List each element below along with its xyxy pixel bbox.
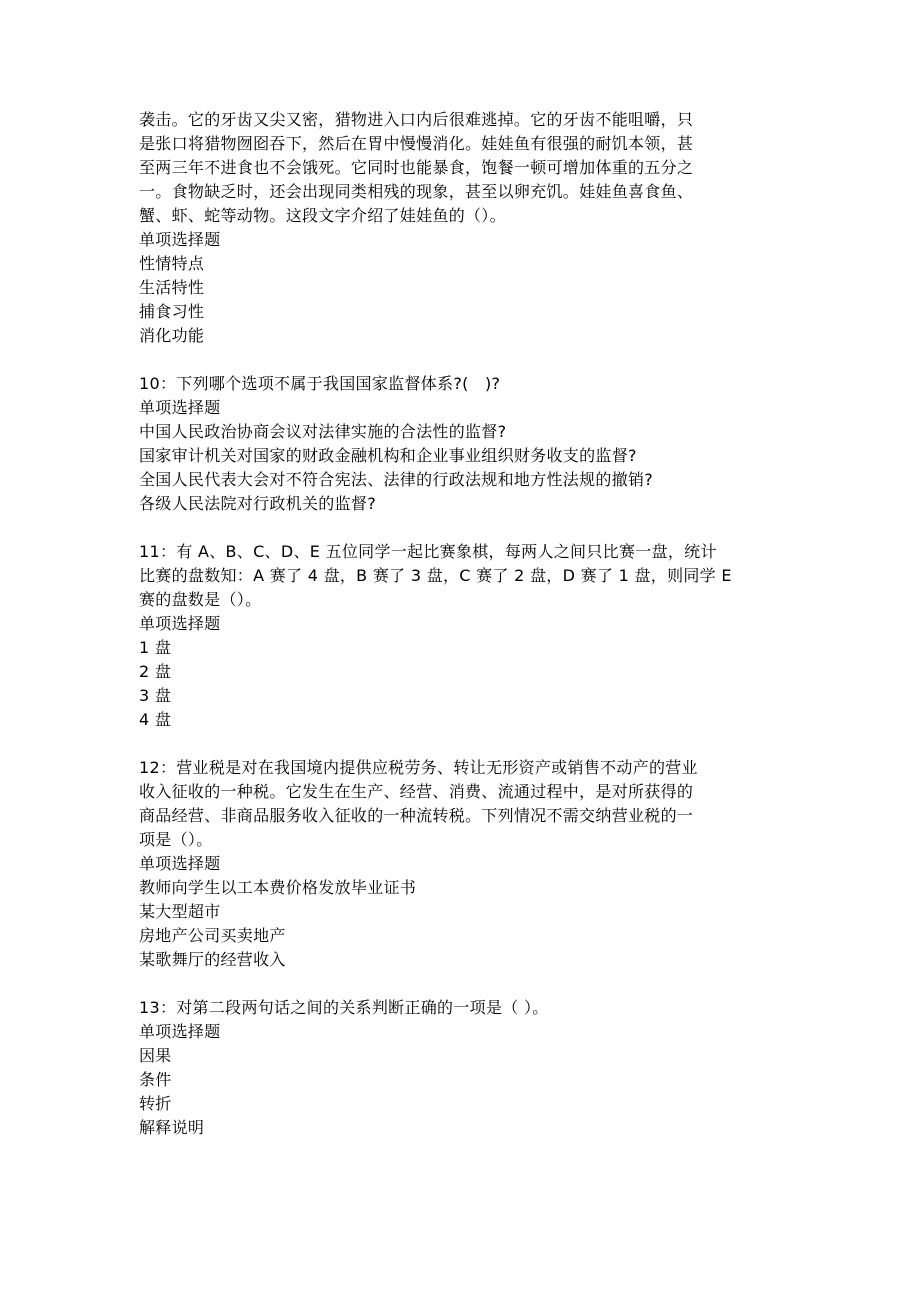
answer-option: 1 盘: [139, 638, 172, 657]
question-stem-line: 商品经营、非商品服务收入征收的一种流转税。下列情况不需交纳营业税的一: [139, 806, 694, 825]
question-13: [139, 996, 779, 1140]
question-type-label: 单项选择题: [139, 398, 221, 417]
answer-option: 4 盘: [139, 710, 172, 729]
question-stem-line: 一。食物缺乏时，还会出现同类相残的现象，甚至以卵充饥。娃娃鱼喜食鱼、: [139, 182, 694, 201]
question-11: [139, 540, 779, 732]
question-type-label: 单项选择题: [139, 614, 221, 633]
answer-option: 性情特点: [139, 254, 205, 273]
answer-option: 中国人民政治协商会议对法律实施的合法性的监督?: [139, 422, 507, 441]
answer-option: 2 盘: [139, 662, 172, 681]
question-stem-line: 12：营业税是对在我国境内提供应税劳务、转让无形资产或销售不动产的营业: [139, 758, 698, 777]
answer-option: 生活特性: [139, 278, 205, 297]
question-stem-line: 袭击。它的牙齿又尖又密，猎物进入口内后很难逃掉。它的牙齿不能咀嚼，只: [139, 110, 694, 129]
answer-option: 某大型超市: [139, 902, 221, 921]
answer-option: 捕食习性: [139, 302, 205, 321]
question-stem-line: 是张口将猎物囫囵吞下，然后在胃中慢慢消化。娃娃鱼有很强的耐饥本领，甚: [139, 134, 694, 153]
answer-option: 解释说明: [139, 1118, 205, 1137]
question-stem-line: 收入征收的一种税。它发生在生产、经营、消费、流通过程中，是对所获得的: [139, 782, 694, 801]
answer-option: 转折: [139, 1094, 172, 1113]
question-10: [139, 372, 779, 516]
question-stem-line: 至两三年不进食也不会饿死。它同时也能暴食，饱餐一顿可增加体重的五分之: [139, 158, 694, 177]
question-stem-line: 11：有 A、B、C、D、E 五位同学一起比赛象棋，每两人之间只比赛一盘，统计: [139, 542, 717, 561]
answer-option: 国家审计机关对国家的财政金融机构和企业事业组织财务收支的监督?: [139, 446, 637, 465]
question-stem-line: 13：对第二段两句话之间的关系判断正确的一项是（ ）。: [139, 998, 549, 1017]
answer-option: 房地产公司买卖地产: [139, 926, 286, 945]
answer-option: 消化功能: [139, 326, 205, 345]
answer-option: 全国人民代表大会对不符合宪法、法律的行政法规和地方性法规的撤销?: [139, 470, 654, 489]
question-12: [139, 756, 779, 972]
question-stem-line: 10：下列哪个选项不属于我国国家监督体系?( )?: [139, 374, 501, 393]
question-type-label: 单项选择题: [139, 1022, 221, 1041]
answer-option: 因果: [139, 1046, 172, 1065]
answer-option: 教师向学生以工本费价格发放毕业证书: [139, 878, 417, 897]
answer-option: 各级人民法院对行政机关的监督?: [139, 494, 376, 513]
question-stem-line: 赛的盘数是（）。: [139, 590, 262, 609]
question-stem-line: 项是（）。: [139, 830, 213, 849]
question-stem-line: 比赛的盘数知：A 赛了 4 盘，B 赛了 3 盘，C 赛了 2 盘，D 赛了 1 盘，则同学 E: [139, 566, 732, 585]
answer-option: 条件: [139, 1070, 172, 1089]
document-page: [139, 108, 779, 1140]
question-9-continued: [139, 108, 779, 348]
answer-option: 3 盘: [139, 686, 172, 705]
question-type-label: 单项选择题: [139, 854, 221, 873]
question-stem-line: 蟹、虾、蛇等动物。这段文字介绍了娃娃鱼的（）。: [139, 206, 506, 225]
question-type-label: 单项选择题: [139, 230, 221, 249]
answer-option: 某歌舞厅的经营收入: [139, 950, 286, 969]
